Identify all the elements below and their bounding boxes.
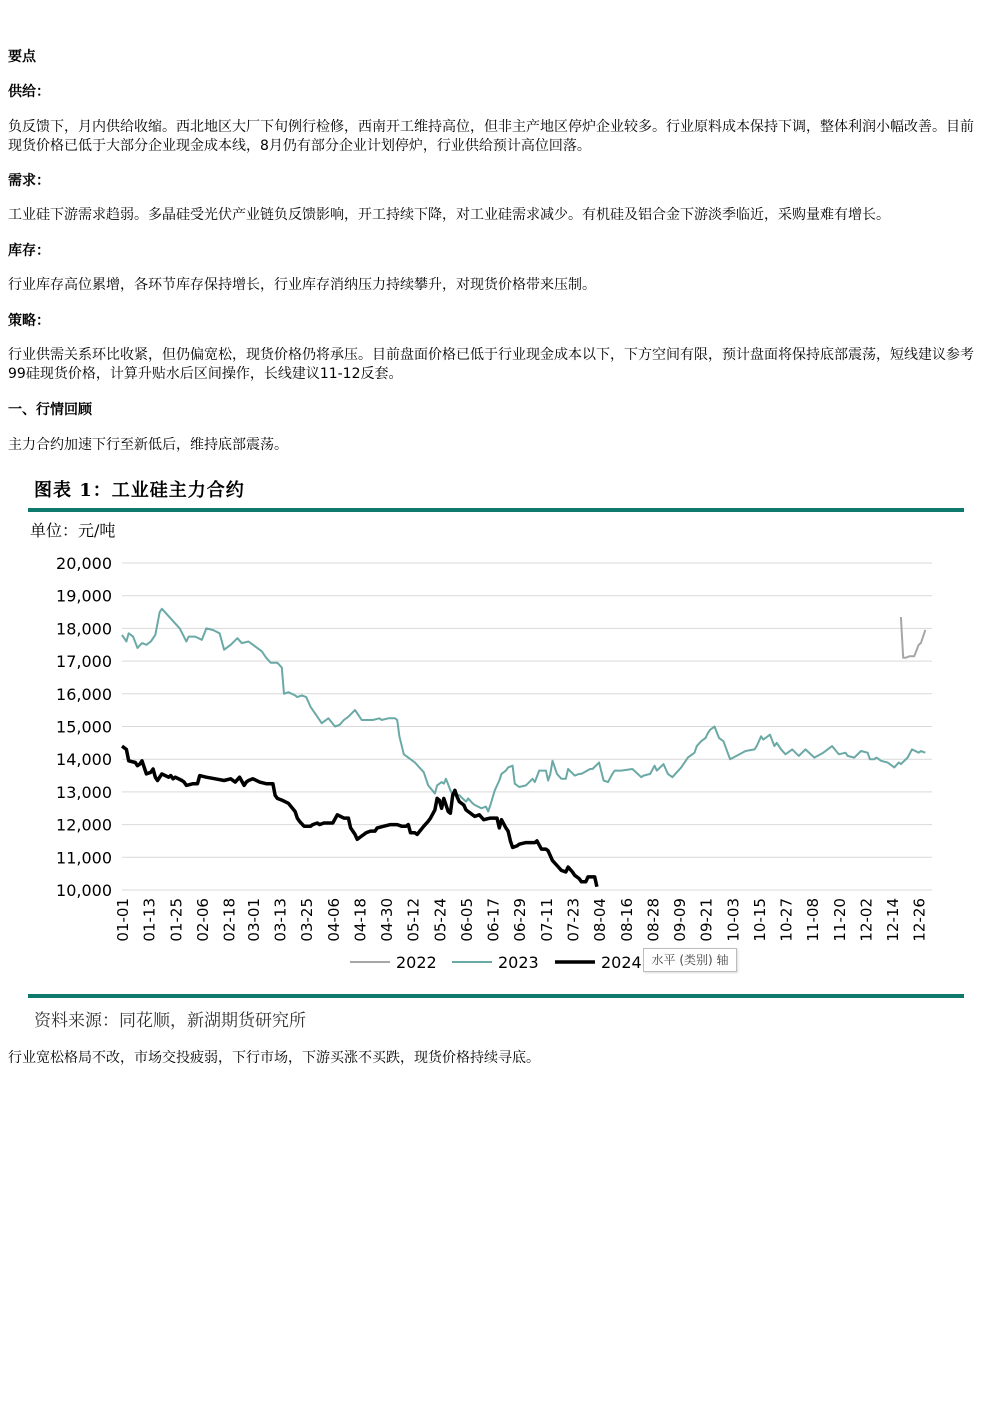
x-tick-label: 03-25 bbox=[298, 898, 317, 942]
y-tick-label: 12,000 bbox=[56, 815, 112, 835]
figure-unit-label: 单位：元/吨 bbox=[30, 521, 116, 540]
x-tick-label: 01-13 bbox=[140, 898, 159, 942]
strategy-heading: 策略： bbox=[8, 313, 50, 329]
x-tick-label: 07-23 bbox=[564, 898, 583, 942]
x-tick-label: 11-20 bbox=[830, 898, 849, 942]
legend-label-2024: 2024 bbox=[601, 953, 642, 972]
y-tick-label: 14,000 bbox=[56, 750, 112, 770]
series-line-2024 bbox=[122, 746, 597, 887]
legend-label-2023: 2023 bbox=[498, 953, 539, 972]
x-tick-label: 08-04 bbox=[591, 898, 610, 942]
x-tick-label: 02-06 bbox=[193, 898, 212, 942]
market-review-paragraph: 主力合约加速下行至新低后，维持底部震荡。 bbox=[8, 437, 288, 453]
figure-source: 资料来源：同花顺，新湖期货研究所 bbox=[34, 1011, 306, 1031]
x-tick-label: 04-30 bbox=[378, 898, 397, 942]
y-tick-label: 10,000 bbox=[56, 881, 112, 900]
axis-tooltip: 水平 (类别) 轴 bbox=[643, 948, 737, 972]
x-tick-label: 01-01 bbox=[114, 898, 132, 942]
y-tick-label: 16,000 bbox=[56, 684, 112, 704]
x-tick-label: 06-17 bbox=[484, 898, 503, 942]
x-tick-label: 03-13 bbox=[271, 898, 290, 942]
y-tick-label: 19,000 bbox=[56, 586, 112, 606]
x-tick-label: 04-18 bbox=[351, 898, 370, 942]
x-tick-label: 04-06 bbox=[324, 898, 343, 942]
supply-paragraph: 负反馈下，月内供给收缩。西北地区大厂下旬例行检修，西南开工维持高位，但非主产地区停炉企业较多。行业原料成本保持下调，整体利润小幅改善。目前现货价格已低于大部分企业现金成本线，8月仍有部分企业计划停炉，行业供给预计高位回落。 bbox=[8, 119, 974, 154]
figure-bottom-rule bbox=[28, 994, 964, 998]
x-tick-label: 09-21 bbox=[697, 898, 716, 942]
y-tick-label: 18,000 bbox=[56, 619, 112, 639]
y-tick-label: 15,000 bbox=[56, 717, 112, 737]
figure-title: 图表 1：工业硅主力合约 bbox=[34, 480, 245, 501]
x-tick-label: 10-27 bbox=[777, 898, 796, 942]
x-tick-label: 08-16 bbox=[617, 898, 636, 942]
y-tick-label: 13,000 bbox=[56, 782, 112, 802]
market-review-heading: 一、行情回顾 bbox=[8, 402, 92, 418]
x-tick-label: 12-26 bbox=[910, 898, 929, 942]
market-summary-paragraph: 行业宽松格局不改，市场交投疲弱，下行市场，下游买涨不买跌，现货价格持续寻底。 bbox=[8, 1050, 540, 1066]
x-tick-label: 12-14 bbox=[884, 898, 903, 942]
supply-heading: 供给： bbox=[8, 84, 50, 100]
y-tick-label: 17,000 bbox=[56, 652, 112, 672]
key-points-heading: 要点 bbox=[8, 49, 36, 65]
y-tick-label: 20,000 bbox=[56, 554, 112, 573]
figure-top-rule bbox=[28, 508, 964, 512]
price-line-chart bbox=[0, 540, 992, 980]
demand-paragraph: 工业硅下游需求趋弱。多晶硅受光伏产业链负反馈影响，开工持续下降，对工业硅需求减少。有机硅及铝合金下游淡季临近，采购量难有增长。 bbox=[8, 207, 890, 223]
demand-heading: 需求： bbox=[8, 173, 50, 189]
x-tick-label: 06-05 bbox=[457, 898, 476, 942]
x-tick-label: 10-15 bbox=[750, 898, 769, 942]
inventory-heading: 库存： bbox=[8, 243, 50, 259]
x-tick-label: 12-02 bbox=[857, 898, 876, 942]
x-tick-label: 05-24 bbox=[431, 898, 450, 942]
x-tick-label: 09-09 bbox=[671, 898, 690, 942]
x-tick-label: 06-29 bbox=[511, 898, 530, 942]
x-tick-label: 03-01 bbox=[244, 898, 263, 942]
x-tick-label: 05-12 bbox=[404, 898, 423, 942]
series-line-2022 bbox=[901, 617, 925, 658]
x-tick-label: 07-11 bbox=[537, 898, 556, 942]
x-tick-label: 10-03 bbox=[724, 898, 743, 942]
x-tick-label: 01-25 bbox=[167, 898, 186, 942]
y-tick-label: 11,000 bbox=[56, 848, 112, 868]
inventory-paragraph: 行业库存高位累增，各环节库存保持增长，行业库存消纳压力持续攀升，对现货价格带来压制。 bbox=[8, 277, 596, 293]
strategy-paragraph: 行业供需关系环比收紧，但仍偏宽松，现货价格仍将承压。目前盘面价格已低于行业现金成本以下，下方空间有限，预计盘面将保持底部震荡，短线建议参考99硅现货价格，计算升贴水后区间操作，长线建议11-12反套。 bbox=[8, 347, 974, 382]
legend-label-2022: 2022 bbox=[396, 953, 437, 972]
x-tick-label: 08-28 bbox=[644, 898, 663, 942]
x-tick-label: 11-08 bbox=[804, 898, 823, 942]
x-tick-label: 02-18 bbox=[220, 898, 239, 942]
